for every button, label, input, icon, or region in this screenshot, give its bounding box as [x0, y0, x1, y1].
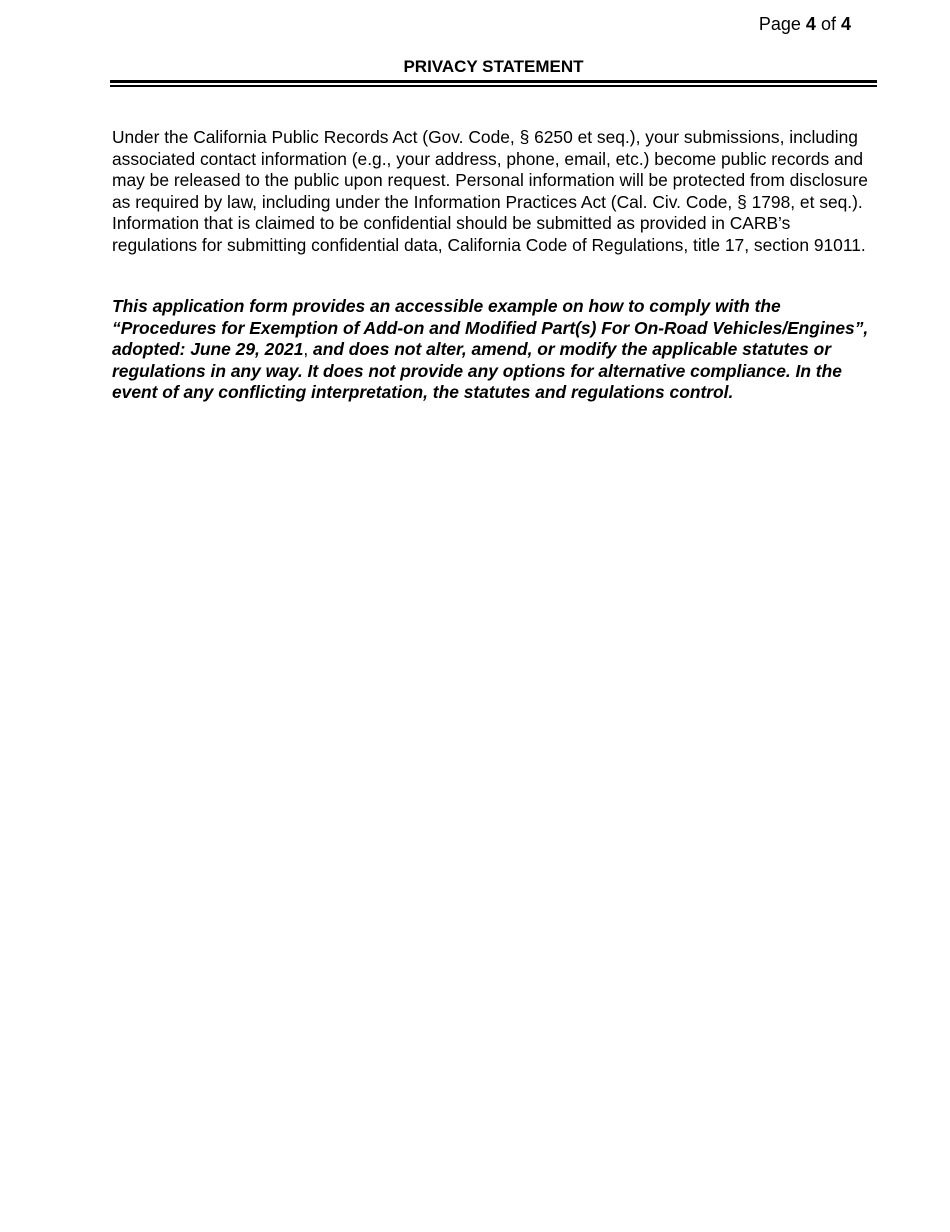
title-divider-thick — [110, 80, 877, 83]
page-number — [759, 13, 851, 35]
page-total: 4 — [840, 14, 851, 34]
disclaimer-part2: and does not alter, amend, or modify the applicable statutes or regulations in any way. It does not provide any options for alternative compliance. In the event of any conflicting interpretation, the statutes and regulations control. — [112, 339, 842, 402]
disclaimer-part1: This application form provides an accessible example on how to comply with the “Procedures for Exemption of Add-on and Modified Part(s) For On-Road Vehicles/Engines”, adopted: June 29, 2021 — [112, 296, 869, 359]
title-divider-thin — [110, 85, 877, 87]
section-title: PRIVACY STATEMENT — [403, 57, 584, 76]
disclaimer-paragraph — [112, 296, 872, 404]
page-label: Page — [758, 14, 801, 34]
page-separator: of — [820, 14, 836, 34]
privacy-paragraph: Under the California Public Records Act (Gov. Code, § 6250 et seq.), your submissions, including associated contact information (e.g., your address, phone, email, etc.) become public records and may be released to the public upon request. Personal information will be protected from disclosure as required by law, including under the Information Practices Act (Cal. Civ. Code, § 1798, et seq.). Information that is claimed to be confidential should be submitted as provided in CARB’s regulations for submitting confidential data, California Code of Regulations, title 17, section 91011. — [112, 127, 868, 255]
disclaimer-comma: , — [303, 339, 309, 359]
page-current: 4 — [805, 14, 816, 34]
